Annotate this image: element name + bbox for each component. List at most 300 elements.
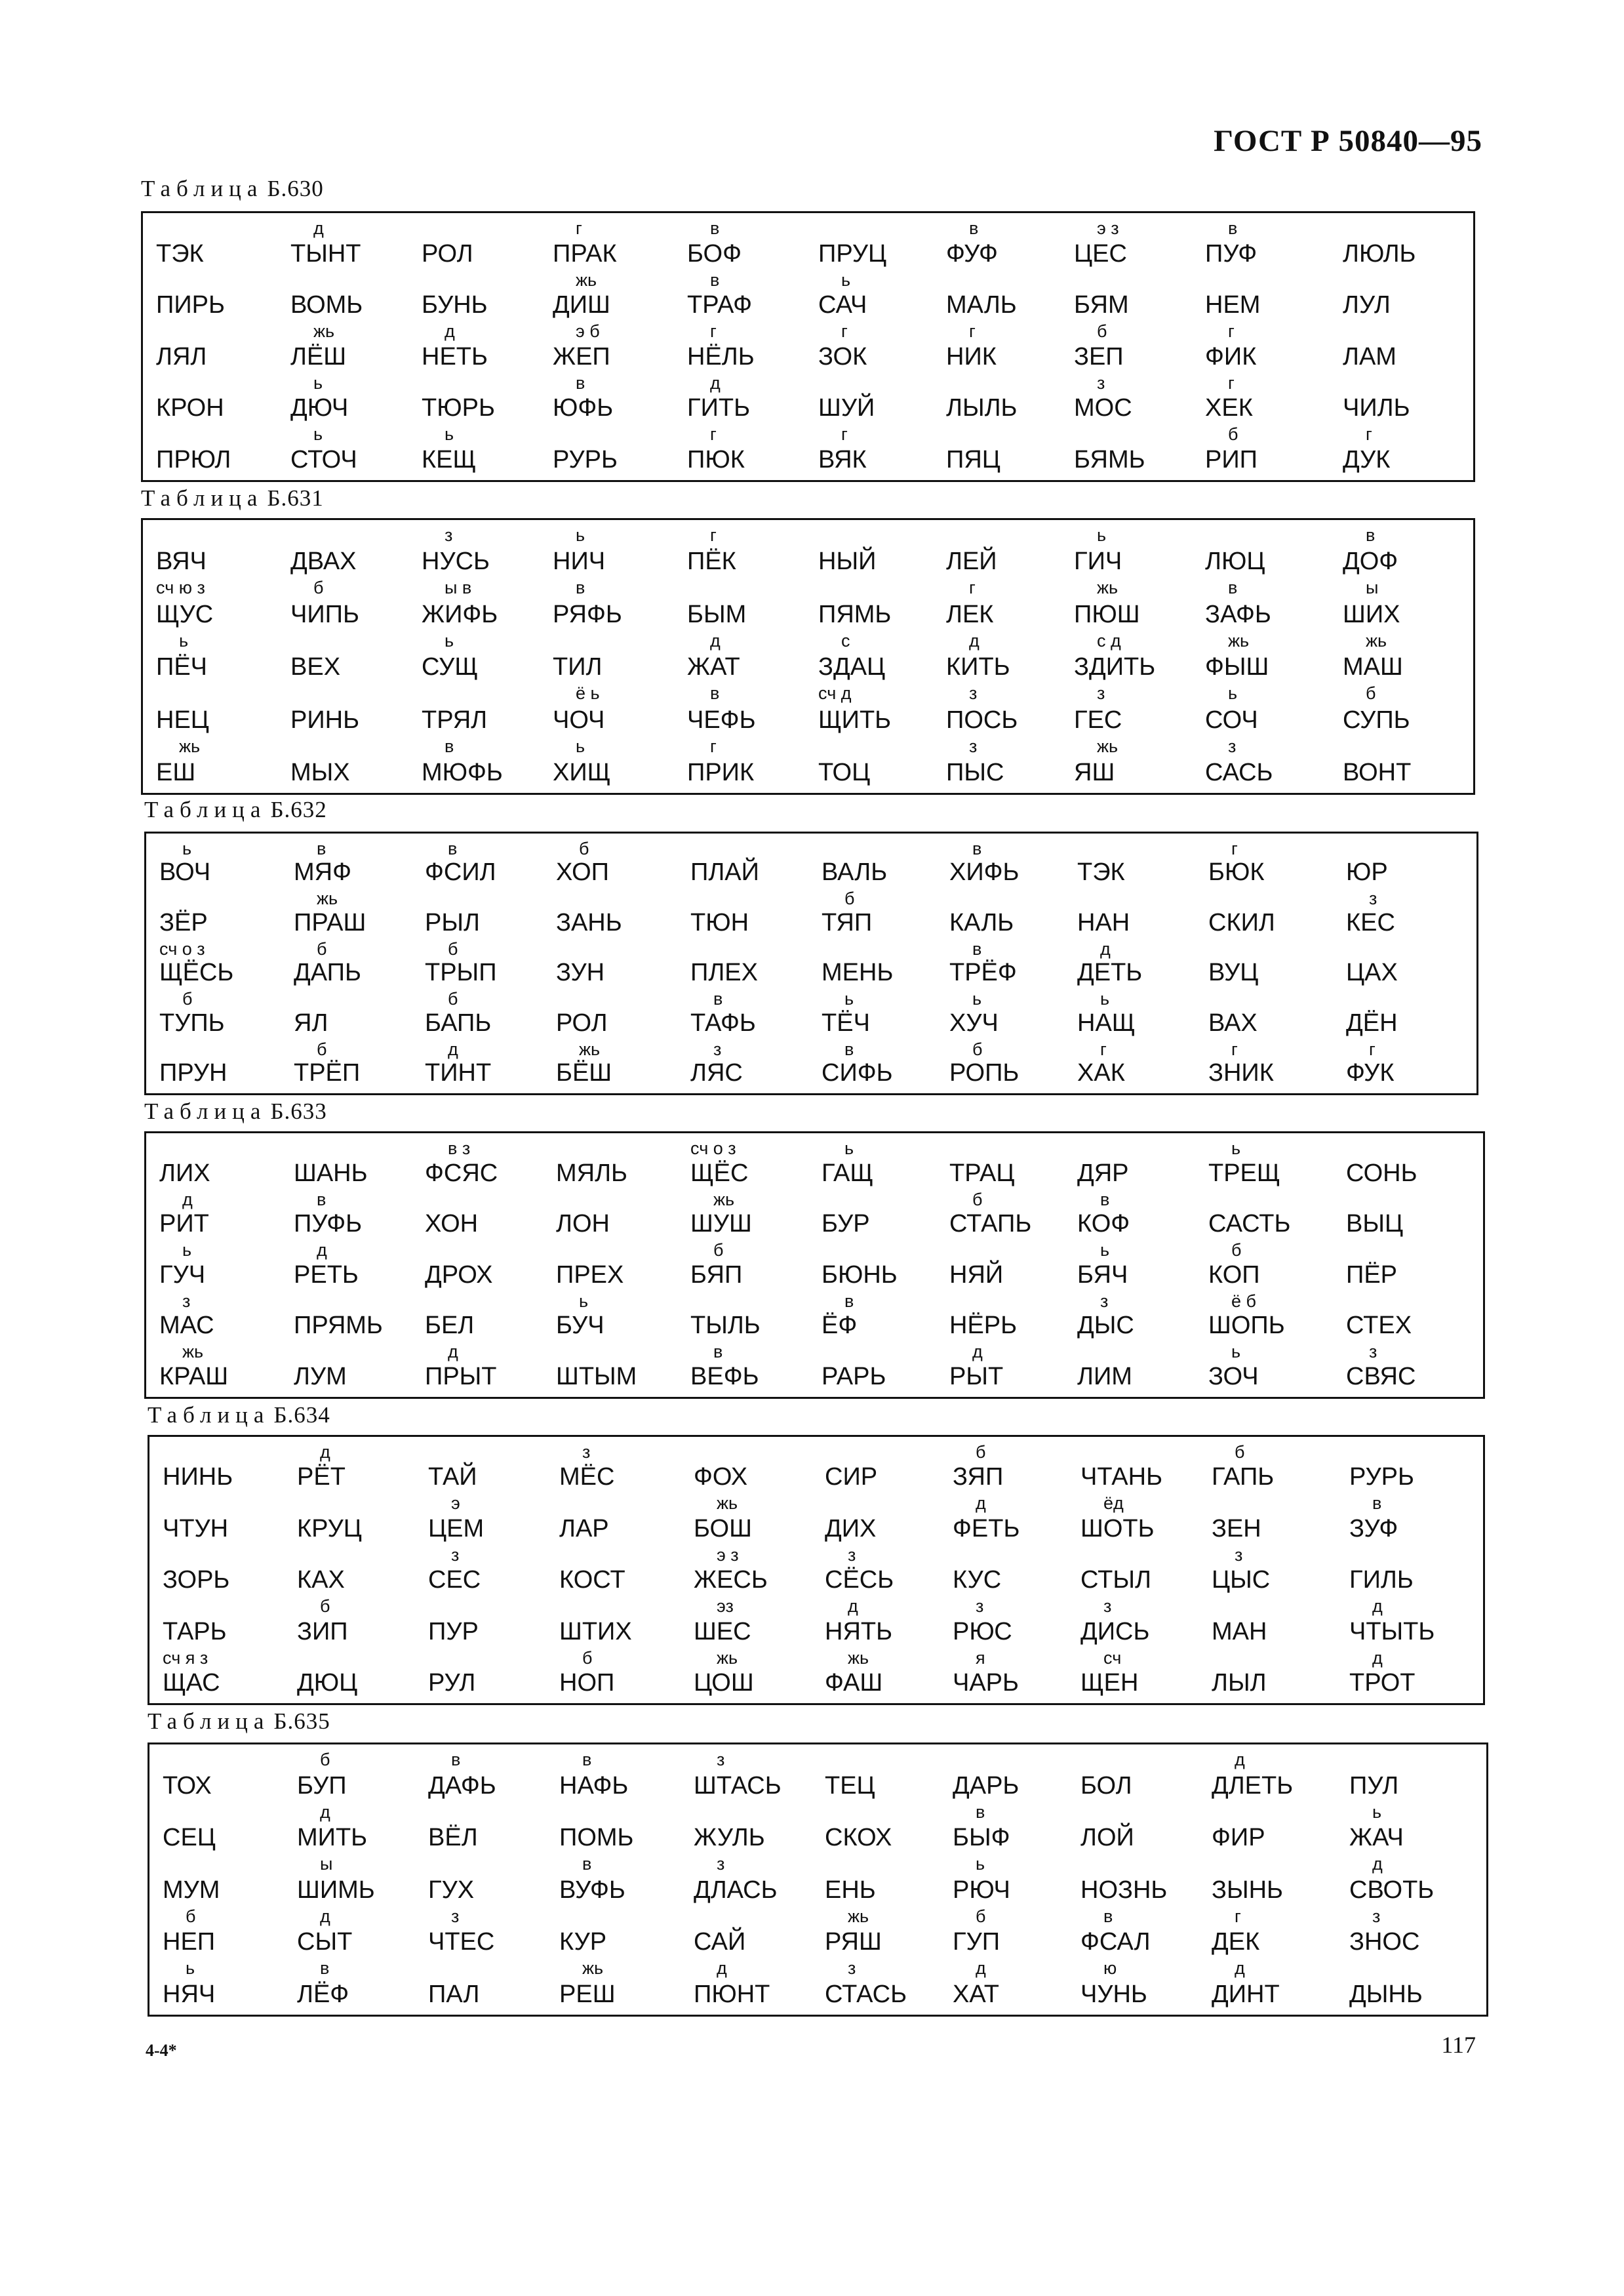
- table-cell: [290, 1958, 415, 2011]
- test-word: ЗЫНЬ: [1212, 1876, 1283, 1904]
- phoneme-mark: в: [448, 839, 458, 858]
- test-word: НЁЛЬ: [687, 342, 755, 371]
- phoneme-mark: в: [710, 270, 720, 290]
- phoneme-mark: ь: [1100, 1240, 1110, 1260]
- test-word: ФСИЛ: [425, 858, 496, 887]
- phoneme-mark: в: [317, 839, 327, 858]
- test-word: НИЧ: [553, 548, 606, 576]
- phoneme-mark: жь: [582, 1958, 604, 1979]
- test-word: БУНЬ: [422, 291, 488, 319]
- test-word: ХИЩ: [553, 758, 611, 786]
- test-word: РЫЛ: [425, 908, 480, 937]
- test-word: ЗУФ: [1349, 1514, 1398, 1542]
- phoneme-mark: б: [972, 1039, 983, 1059]
- table-cell: [940, 321, 1064, 373]
- test-word: ХЕК: [1205, 394, 1253, 422]
- test-word: ПЁК: [687, 548, 736, 576]
- phoneme-mark: ёд: [1103, 1493, 1124, 1514]
- table-cell: [681, 683, 805, 736]
- table-cell: [812, 373, 936, 425]
- table-cell: [946, 1802, 1071, 1855]
- test-word: ТИЛ: [553, 653, 603, 681]
- test-word: САСЬ: [1205, 758, 1273, 786]
- table-cell: [422, 1545, 546, 1596]
- test-word: ЛЮЛЬ: [1343, 239, 1416, 268]
- table-cell: [943, 889, 1067, 938]
- test-word: ПЮНТ: [694, 1980, 770, 2008]
- table-cell: [1198, 270, 1323, 322]
- table-cell: [422, 1906, 546, 1959]
- table-cell: [549, 1138, 674, 1190]
- phoneme-mark: ь: [1231, 1342, 1241, 1362]
- table-cell: [1205, 1442, 1330, 1493]
- table-cell: [687, 1493, 812, 1544]
- test-word: ДЛАСЬ: [694, 1876, 778, 1904]
- table-cell: [549, 1039, 674, 1089]
- phoneme-mark: ь: [179, 630, 189, 651]
- table-cell: [1343, 1906, 1467, 1959]
- table-cell: [815, 1039, 940, 1089]
- test-word: КРУЦ: [297, 1514, 362, 1542]
- table-cell: [818, 1802, 943, 1855]
- phoneme-mark: д: [848, 1596, 858, 1617]
- table-cell: [681, 321, 805, 373]
- table-cell: [546, 525, 671, 578]
- table-cell: [687, 1802, 812, 1855]
- table-cell: [284, 683, 408, 736]
- table-caption: [148, 1402, 330, 1428]
- table-cell: [284, 578, 408, 630]
- phoneme-mark: д: [445, 321, 455, 342]
- table-cell: [1336, 525, 1461, 578]
- test-word: РОЛ: [556, 1009, 608, 1037]
- phoneme-mark: в: [451, 1750, 461, 1769]
- table-cell: [287, 889, 412, 938]
- table-cell: [940, 270, 1064, 322]
- table-cell: [546, 424, 671, 476]
- table-cell: [1336, 736, 1461, 789]
- test-word: ЛАМ: [1343, 342, 1396, 371]
- table-cell: [687, 1545, 812, 1596]
- table-cell: [943, 1190, 1067, 1241]
- test-word: ФСЯС: [425, 1159, 498, 1187]
- test-word: ПЫС: [946, 758, 1004, 786]
- table-cell: [546, 321, 671, 373]
- phoneme-mark: жь: [313, 321, 335, 342]
- table-cell: [946, 1648, 1071, 1699]
- test-word: ТЭК: [156, 239, 204, 268]
- test-word: ГИЧ: [1074, 548, 1122, 576]
- phoneme-mark: б: [313, 578, 324, 598]
- phoneme-mark: в: [713, 989, 723, 1009]
- test-word: ЛИМ: [1077, 1362, 1132, 1390]
- table-cell: [1198, 525, 1323, 578]
- test-word: ДЫНЬ: [1349, 1980, 1423, 2008]
- test-word: СТЫЛ: [1080, 1566, 1151, 1594]
- test-word: СКИЛ: [1208, 908, 1275, 937]
- phoneme-mark: д: [972, 1342, 983, 1362]
- test-word: ЧТЫТЬ: [1349, 1617, 1435, 1645]
- test-word: СИФЬ: [822, 1058, 893, 1087]
- table-cell: [415, 578, 540, 630]
- test-word: БЕЛ: [425, 1312, 475, 1340]
- test-word: ДЕТЬ: [1077, 959, 1143, 987]
- table-row: [143, 270, 1473, 322]
- table-cell: [1339, 1291, 1464, 1342]
- test-word: ЖИФЬ: [422, 600, 498, 628]
- test-word: ПРИК: [687, 758, 755, 786]
- table-cell: [687, 1442, 812, 1493]
- phoneme-mark: ь: [841, 270, 851, 290]
- test-word: ЛЯЛ: [156, 342, 207, 371]
- table-cell: [1343, 1493, 1467, 1544]
- table-caption: [144, 797, 327, 823]
- phoneme-mark: жь: [579, 1039, 601, 1059]
- phoneme-mark: б: [1231, 1240, 1242, 1260]
- test-word: ДЫС: [1077, 1312, 1134, 1340]
- phoneme-mark: д: [320, 1442, 330, 1462]
- table-row: [146, 1039, 1476, 1089]
- table-cell: [684, 1039, 808, 1089]
- word-table: [144, 832, 1478, 1095]
- table-cell: [1339, 889, 1464, 938]
- test-word: ГАПЬ: [1212, 1463, 1275, 1491]
- test-word: ЗДАЦ: [818, 653, 886, 681]
- word-table: [141, 211, 1475, 482]
- phoneme-mark: д: [317, 1240, 327, 1260]
- table-cell: [422, 1648, 546, 1699]
- phoneme-mark: сч: [1103, 1647, 1122, 1668]
- phoneme-mark: в: [1228, 578, 1238, 598]
- test-word: ПРАШ: [294, 908, 366, 937]
- test-word: ДАФЬ: [428, 1771, 496, 1800]
- table-cell: [1067, 578, 1192, 630]
- test-word: НЕТЬ: [422, 342, 488, 371]
- test-word: ЛЁШ: [290, 342, 347, 371]
- table-cell: [684, 1291, 808, 1342]
- phoneme-mark: д: [969, 630, 980, 651]
- test-word: ТОЦ: [818, 758, 871, 786]
- table-row: [146, 1138, 1483, 1190]
- test-word: ЕНЬ: [825, 1876, 876, 1904]
- test-word: НАЩ: [1077, 1009, 1136, 1037]
- table-row: [149, 1596, 1483, 1647]
- table-cell: [818, 1493, 943, 1544]
- table-cell: [812, 631, 936, 683]
- test-word: БЯЧ: [1077, 1260, 1128, 1289]
- test-word: ЖЕП: [553, 342, 610, 371]
- test-word: ВАХ: [1208, 1009, 1258, 1037]
- page-number: 117: [1441, 2032, 1476, 2058]
- table-cell: [553, 1442, 677, 1493]
- test-word: СЫТ: [297, 1928, 353, 1956]
- test-word: ФИР: [1212, 1824, 1265, 1852]
- table-cell: [1336, 578, 1461, 630]
- table-cell: [684, 1138, 808, 1190]
- table-cell: [284, 736, 408, 789]
- test-word: ТРОТ: [1349, 1668, 1416, 1697]
- phoneme-mark: ь: [976, 1854, 985, 1874]
- table-cell: [946, 1750, 1071, 1802]
- test-word: СТЕХ: [1346, 1312, 1412, 1340]
- test-word: ТРАФ: [687, 291, 752, 319]
- table-cell: [1074, 1493, 1198, 1544]
- test-word: ДАРЬ: [953, 1771, 1020, 1800]
- phoneme-mark: в з: [448, 1138, 471, 1158]
- table-cell: [812, 321, 936, 373]
- table-cell: [546, 373, 671, 425]
- test-word: ЛУЛ: [1343, 291, 1391, 319]
- test-word: ЧОЧ: [553, 706, 605, 734]
- table-cell: [149, 736, 274, 789]
- table-cell: [418, 889, 543, 938]
- test-word: ЧАРЬ: [953, 1668, 1019, 1697]
- phoneme-mark: г: [710, 525, 717, 545]
- test-word: ФОХ: [694, 1463, 748, 1491]
- phoneme-mark: в: [576, 578, 585, 598]
- table-row: [146, 1342, 1483, 1393]
- table-cell: [149, 631, 274, 683]
- table-cell: [687, 1906, 812, 1959]
- table-cell: [553, 1648, 677, 1699]
- test-word: МОС: [1074, 394, 1132, 422]
- test-word: МЕНЬ: [822, 959, 894, 987]
- test-word: ВУФЬ: [559, 1876, 625, 1904]
- test-word: ПЛЕХ: [690, 959, 758, 987]
- phoneme-mark: в: [1366, 525, 1376, 545]
- table-cell: [287, 1138, 412, 1190]
- table-cell: [1071, 1342, 1195, 1393]
- phoneme-mark: г: [1369, 1039, 1376, 1059]
- table-cell: [815, 1240, 940, 1291]
- test-word: ШТИХ: [559, 1617, 632, 1645]
- table-cell: [153, 1138, 277, 1190]
- test-word: БАПЬ: [425, 1009, 492, 1037]
- table-caption-number: Б.630: [267, 176, 324, 201]
- table-cell: [1205, 1854, 1330, 1906]
- test-word: ТРАЦ: [949, 1159, 1015, 1187]
- table-row: [143, 631, 1473, 683]
- table-cell: [422, 1958, 546, 2011]
- phoneme-mark: д: [976, 1493, 986, 1514]
- test-word: СВОТЬ: [1349, 1876, 1435, 1904]
- test-word: БЁШ: [556, 1058, 612, 1087]
- table-cell: [549, 1240, 674, 1291]
- table-cell: [815, 939, 940, 989]
- test-word: БУП: [297, 1771, 347, 1800]
- table-row: [149, 1906, 1486, 1959]
- table-cell: [553, 1493, 677, 1544]
- test-word: ЗЕН: [1212, 1514, 1261, 1542]
- phoneme-mark: э з: [717, 1544, 739, 1565]
- test-word: СКОХ: [825, 1824, 892, 1852]
- word-table: [148, 1742, 1488, 2017]
- table-cell: [946, 1958, 1071, 2011]
- test-word: ТЫЛЬ: [690, 1312, 761, 1340]
- phoneme-mark: г: [710, 321, 717, 342]
- test-word: ПРЕХ: [556, 1260, 624, 1289]
- phoneme-mark: ь: [313, 424, 323, 445]
- table-caption: [141, 485, 324, 512]
- phoneme-mark: ь: [182, 839, 192, 858]
- test-word: ЗЕП: [1074, 342, 1124, 371]
- phoneme-mark: г: [1100, 1039, 1107, 1059]
- test-word: ТРЫП: [425, 959, 497, 987]
- test-word: НОП: [559, 1668, 615, 1697]
- test-word: ЛЮЦ: [1205, 548, 1265, 576]
- table-cell: [943, 1342, 1067, 1393]
- table-cell: [290, 1648, 415, 1699]
- phoneme-mark: б: [448, 989, 458, 1009]
- phoneme-mark: в: [972, 938, 982, 959]
- table-cell: [156, 1545, 281, 1596]
- table-cell: [290, 1750, 415, 1802]
- table-cell: [818, 1648, 943, 1699]
- test-word: КУС: [953, 1566, 1002, 1594]
- phoneme-mark: з: [1369, 1342, 1377, 1362]
- table-cell: [943, 1240, 1067, 1291]
- test-word: ХИФЬ: [949, 858, 1020, 887]
- test-word: ХОП: [556, 858, 609, 887]
- table-cell: [153, 1240, 277, 1291]
- test-word: ЩУС: [156, 600, 214, 628]
- phoneme-mark: ь: [579, 1291, 589, 1311]
- table-cell: [418, 989, 543, 1039]
- table-cell: [1336, 424, 1461, 476]
- test-word: ГАЩ: [822, 1159, 874, 1187]
- phoneme-mark: ь: [576, 525, 585, 545]
- table-cell: [1074, 1596, 1198, 1647]
- phoneme-mark: в: [1228, 218, 1238, 238]
- test-word: ШАНЬ: [294, 1159, 368, 1187]
- phoneme-mark: в: [317, 1189, 327, 1209]
- phoneme-mark: г: [1228, 321, 1235, 342]
- table-cell: [1067, 736, 1192, 789]
- table-cell: [684, 839, 808, 889]
- phoneme-mark: д: [182, 1189, 193, 1209]
- table-cell: [156, 1958, 281, 2011]
- phoneme-mark: жь: [179, 736, 201, 756]
- table-cell: [681, 578, 805, 630]
- test-word: ЗУН: [556, 959, 605, 987]
- test-word: БЯП: [690, 1260, 743, 1289]
- table-row: [143, 424, 1473, 476]
- table-cell: [284, 631, 408, 683]
- test-word: ТРЁФ: [949, 959, 1017, 987]
- table-cell: [284, 270, 408, 322]
- test-word: ПЁЧ: [156, 653, 208, 681]
- table-cell: [684, 989, 808, 1039]
- test-word: НЫЙ: [818, 548, 877, 576]
- table-cell: [681, 424, 805, 476]
- test-word: ГЕС: [1074, 706, 1122, 734]
- test-word: СЕС: [428, 1566, 481, 1594]
- test-word: ТАЙ: [428, 1463, 477, 1491]
- table-cell: [284, 321, 408, 373]
- test-word: РИП: [1205, 445, 1258, 473]
- phoneme-mark: в: [713, 1342, 723, 1362]
- table-cell: [1074, 1545, 1198, 1596]
- table-row: [146, 989, 1476, 1039]
- phoneme-mark: ь: [844, 989, 854, 1009]
- test-word: ЧЕФЬ: [687, 706, 756, 734]
- table-cell: [287, 989, 412, 1039]
- table-cell: [418, 1039, 543, 1089]
- test-word: СУЩ: [422, 653, 478, 681]
- test-word: БЮНЬ: [822, 1260, 898, 1289]
- phoneme-mark: ё б: [1231, 1291, 1256, 1311]
- word-table: [148, 1435, 1485, 1705]
- table-cell: [553, 1958, 677, 2011]
- table-cell: [681, 270, 805, 322]
- phoneme-mark: сч о з: [690, 1138, 736, 1158]
- test-word: ФСАЛ: [1080, 1928, 1151, 1956]
- test-word: ПЮК: [687, 445, 745, 473]
- phoneme-mark: д: [448, 1342, 458, 1362]
- test-word: ЦОШ: [694, 1668, 754, 1697]
- test-word: ЗАФЬ: [1205, 600, 1271, 628]
- table-cell: [415, 373, 540, 425]
- phoneme-mark: д: [448, 1039, 458, 1059]
- phoneme-mark: з: [969, 736, 978, 756]
- phoneme-mark: в: [582, 1854, 592, 1874]
- table-cell: [287, 1240, 412, 1291]
- test-word: БЯМЬ: [1074, 445, 1145, 473]
- table-cell: [1205, 1493, 1330, 1544]
- phoneme-mark: жь: [848, 1906, 869, 1926]
- table-cell: [946, 1906, 1071, 1959]
- test-word: ЦЫС: [1212, 1566, 1271, 1594]
- phoneme-mark: б: [713, 1240, 724, 1260]
- table-row: [143, 736, 1473, 789]
- table-cell: [156, 1442, 281, 1493]
- table-cell: [1202, 889, 1326, 938]
- test-word: ЗОЧ: [1208, 1362, 1259, 1390]
- table-cell: [1205, 1802, 1330, 1855]
- table-cell: [1339, 839, 1464, 889]
- test-word: САЙ: [694, 1928, 746, 1956]
- phoneme-mark: в: [1103, 1906, 1113, 1926]
- table-cell: [1336, 321, 1461, 373]
- table-cell: [422, 1854, 546, 1906]
- test-word: ЛЕК: [946, 600, 994, 628]
- test-word: ДОФ: [1343, 548, 1398, 576]
- phoneme-mark: жь: [1097, 578, 1119, 598]
- test-word: ПЛАЙ: [690, 858, 759, 887]
- phoneme-mark: жь: [717, 1493, 738, 1514]
- phoneme-mark: ь: [576, 736, 585, 756]
- phoneme-mark: в: [582, 1750, 592, 1769]
- test-word: ХУЧ: [949, 1009, 999, 1037]
- test-word: МЁС: [559, 1463, 615, 1491]
- phoneme-mark: д: [1372, 1854, 1383, 1874]
- test-word: ЧИПЬ: [290, 600, 359, 628]
- phoneme-mark: д: [1372, 1596, 1383, 1617]
- test-word: ЗДИТЬ: [1074, 653, 1156, 681]
- table-cell: [681, 373, 805, 425]
- table-cell: [1074, 1854, 1198, 1906]
- table-cell: [943, 1138, 1067, 1190]
- table-row: [146, 839, 1476, 889]
- table-cell: [149, 270, 274, 322]
- table-cell: [153, 1342, 277, 1393]
- test-word: НОЗНЬ: [1080, 1876, 1168, 1904]
- table-cell: [1205, 1545, 1330, 1596]
- table-cell: [815, 1190, 940, 1241]
- test-word: ПИРЬ: [156, 291, 225, 319]
- table-cell: [1336, 270, 1461, 322]
- test-word: ЗОК: [818, 342, 867, 371]
